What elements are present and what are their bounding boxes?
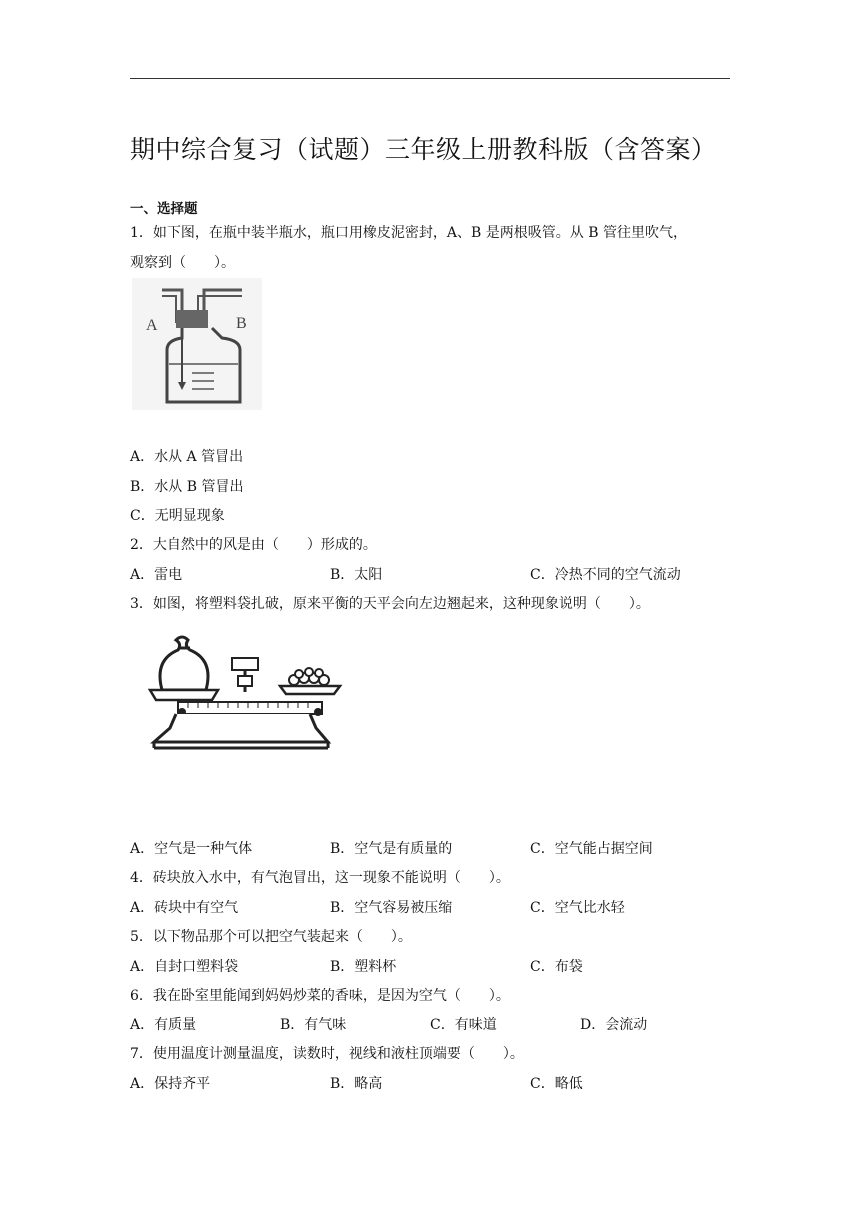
section-heading: 一、选择题 <box>130 201 198 217</box>
q7-option-a[interactable]: A．保持齐平 <box>130 1076 211 1092</box>
q6-option-b[interactable]: B．有气味 <box>280 1017 347 1033</box>
question-3-stem: 3．如图，将塑料袋扎破，原来平衡的天平会向左边翘起来，这种现象说明（ ）。 <box>130 596 650 612</box>
q1-option-c[interactable]: C．无明显现象 <box>130 508 225 524</box>
q1-option-b[interactable]: B．水从 B 管冒出 <box>130 479 244 495</box>
q3-option-b[interactable]: B．空气是有质量的 <box>330 841 453 857</box>
question-1-line-1: 1．如下图，在瓶中装半瓶水，瓶口用橡皮泥密封，A、B 是两根吸管。从 B 管往里吹气， <box>130 225 687 241</box>
q1-option-a[interactable]: A．水从 A 管冒出 <box>130 449 244 465</box>
q6-option-d[interactable]: D．会流动 <box>580 1017 648 1033</box>
label-a: A <box>146 317 158 334</box>
q5-option-c[interactable]: C．布袋 <box>530 959 583 975</box>
header-rule <box>130 78 730 79</box>
q2-option-b[interactable]: B．太阳 <box>330 567 383 583</box>
q6-option-a[interactable]: A．有质量 <box>130 1017 197 1033</box>
balance-scale-figure <box>148 630 348 755</box>
q4-option-c[interactable]: C．空气比水轻 <box>530 900 625 916</box>
q6-option-c[interactable]: C．有味道 <box>430 1017 497 1033</box>
q2-option-c[interactable]: C．冷热不同的空气流动 <box>530 567 681 583</box>
q2-option-a[interactable]: A．雷电 <box>130 567 183 583</box>
question-7-stem: 7．使用温度计测量温度，读数时，视线和液柱顶端要（ ）。 <box>130 1046 524 1062</box>
q4-option-a[interactable]: A．砖块中有空气 <box>130 900 239 916</box>
question-1-line-2: 观察到（ ）。 <box>130 255 235 271</box>
bottle-with-two-straws-figure <box>132 278 262 410</box>
q4-option-b[interactable]: B．空气容易被压缩 <box>330 900 453 916</box>
q7-option-c[interactable]: C．略低 <box>530 1076 583 1092</box>
q5-option-b[interactable]: B．塑料杯 <box>330 959 397 975</box>
question-4-stem: 4．砖块放入水中，有气泡冒出，这一现象不能说明（ ）。 <box>130 870 510 886</box>
q3-option-c[interactable]: C．空气能占据空间 <box>530 841 653 857</box>
label-b: B <box>236 315 247 332</box>
question-5-stem: 5．以下物品那个可以把空气装起来（ ）。 <box>130 929 412 945</box>
question-6-stem: 6．我在卧室里能闻到妈妈炒菜的香味，是因为空气（ ）。 <box>130 988 510 1004</box>
q7-option-b[interactable]: B．略高 <box>330 1076 383 1092</box>
q3-option-a[interactable]: A．空气是一种气体 <box>130 841 253 857</box>
document-title: 期中综合复习（试题）三年级上册教科版（含答案） <box>130 135 717 164</box>
question-2-stem: 2．大自然中的风是由（ ）形成的。 <box>130 537 377 553</box>
q5-option-a[interactable]: A．自封口塑料袋 <box>130 959 239 975</box>
